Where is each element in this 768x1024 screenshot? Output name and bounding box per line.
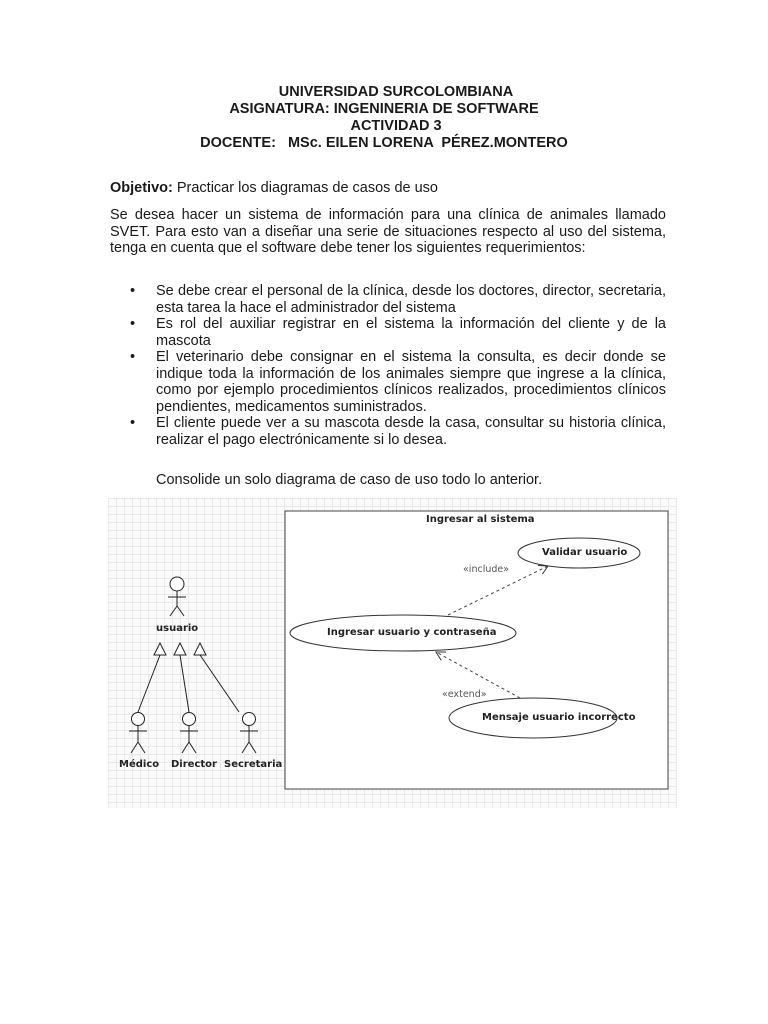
bullet-icon: • xyxy=(130,283,136,299)
teacher-line: DOCENTE: MSc. EILEN LORENA PÉREZ.MONTERO xyxy=(200,135,568,151)
generalization-arrows xyxy=(154,643,206,655)
list-item xyxy=(110,316,666,349)
objective-label: Objetivo: xyxy=(110,180,173,196)
requirement-text: Se debe crear el personal de la clínica, desde los doctores, director, secretaria, esta tarea la hace el administrador del sistema xyxy=(156,283,666,316)
actor-director-icon xyxy=(180,713,198,754)
actor-director-label: Director xyxy=(171,759,217,770)
list-item xyxy=(110,415,666,448)
include-label: «include» xyxy=(463,564,510,575)
university-name: UNIVERSIDAD SURCOLOMBIANA xyxy=(278,84,514,100)
requirement-text: El veterinario debe consignar en el sistema la consulta, es decir donde se indique toda la información de los animales siempre que ingrese a la clínica, como por ejemplo procedimientos clínicos realizados, procedimientos clínicos pendientes, medicamentos suministrados. xyxy=(156,349,666,415)
requirement-text: El cliente puede ver a su mascota desde la casa, consultar su historia clínica, realizar el pago electrónicamente si lo desea. xyxy=(156,415,666,448)
bullet-icon: • xyxy=(130,415,136,431)
extend-label: «extend» xyxy=(442,689,487,700)
requirement-text: Es rol del auxiliar registrar en el sistema la información del cliente y de la mascota xyxy=(156,316,666,349)
actor-medico-icon xyxy=(129,713,147,754)
usecase-ingresar-label: Ingresar usuario y contraseña xyxy=(327,627,497,638)
bullet-icon: • xyxy=(130,316,136,332)
activity-line: ACTIVIDAD 3 xyxy=(350,118,442,134)
list-item xyxy=(110,283,666,316)
document-header xyxy=(0,84,768,152)
actor-secretaria-label: Secretaria xyxy=(224,759,283,770)
objective-text: Practicar los diagramas de casos de uso xyxy=(172,180,438,196)
actor-usuario-label: usuario xyxy=(156,623,199,634)
actor-secretaria-icon xyxy=(240,713,258,754)
intro-paragraph: Se desea hacer un sistema de información para una clínica de animales llamado SVET. Para esto van a diseñar una serie de situaciones respecto al uso del sistema, tenga en cuenta que el software debe tener los siguientes requerimientos: xyxy=(110,207,666,256)
system-title: Ingresar al sistema xyxy=(426,514,535,525)
requirements-list xyxy=(110,283,666,448)
bullet-icon: • xyxy=(130,349,136,365)
closing-instruction: Consolide un solo diagrama de caso de uso todo lo anterior. xyxy=(156,472,543,488)
usecase-validar-label: Validar usuario xyxy=(542,547,628,558)
generalization-lines xyxy=(138,655,239,712)
objective-paragraph xyxy=(110,180,666,197)
use-case-diagram xyxy=(108,498,677,808)
actor-usuario-icon xyxy=(168,577,186,616)
subject-line: ASIGNATURA: INGENINERIA DE SOFTWARE xyxy=(229,101,539,117)
actor-medico-label: Médico xyxy=(119,759,160,770)
list-item xyxy=(110,349,666,415)
usecase-mensaje-label: Mensaje usuario incorrecto xyxy=(482,712,636,723)
